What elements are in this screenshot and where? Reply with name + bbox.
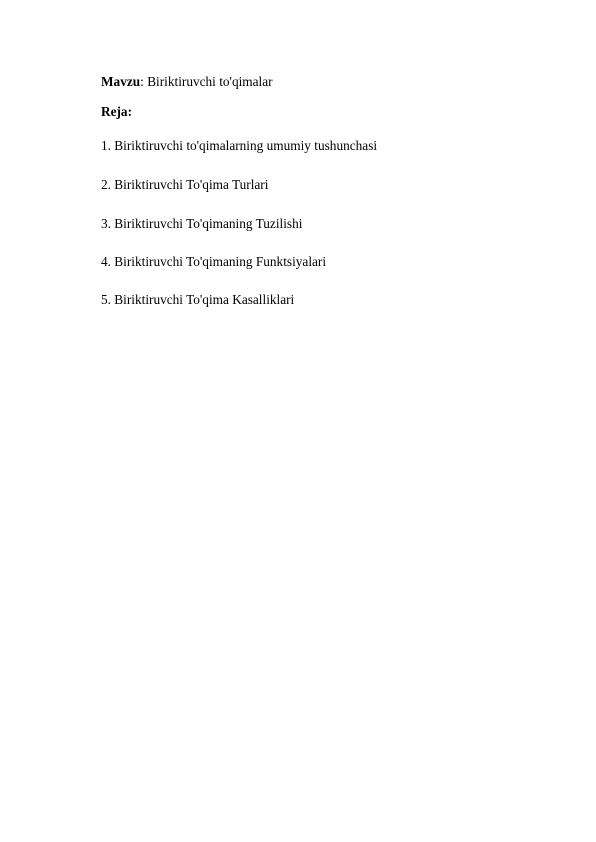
plan-item: 1. Biriktiruvchi to'qimalarning umumiy tushunchasi: [101, 138, 378, 153]
topic-line: [101, 74, 273, 90]
topic-separator: :: [140, 74, 148, 89]
plan-heading: Reja:: [101, 104, 133, 119]
plan-item: 5. Biriktiruvchi To'qima Kasalliklari: [101, 292, 295, 307]
plan-item: 4. Biriktiruvchi To'qimaning Funktsiyalari: [101, 254, 327, 269]
topic-label: Mavzu: [101, 74, 141, 89]
plan-item: 2. Biriktiruvchi To'qima Turlari: [101, 177, 269, 192]
topic-value: Biriktiruvchi to'qimalar: [147, 74, 273, 89]
plan-item: 3. Biriktiruvchi To'qimaning Tuzilishi: [101, 216, 303, 231]
